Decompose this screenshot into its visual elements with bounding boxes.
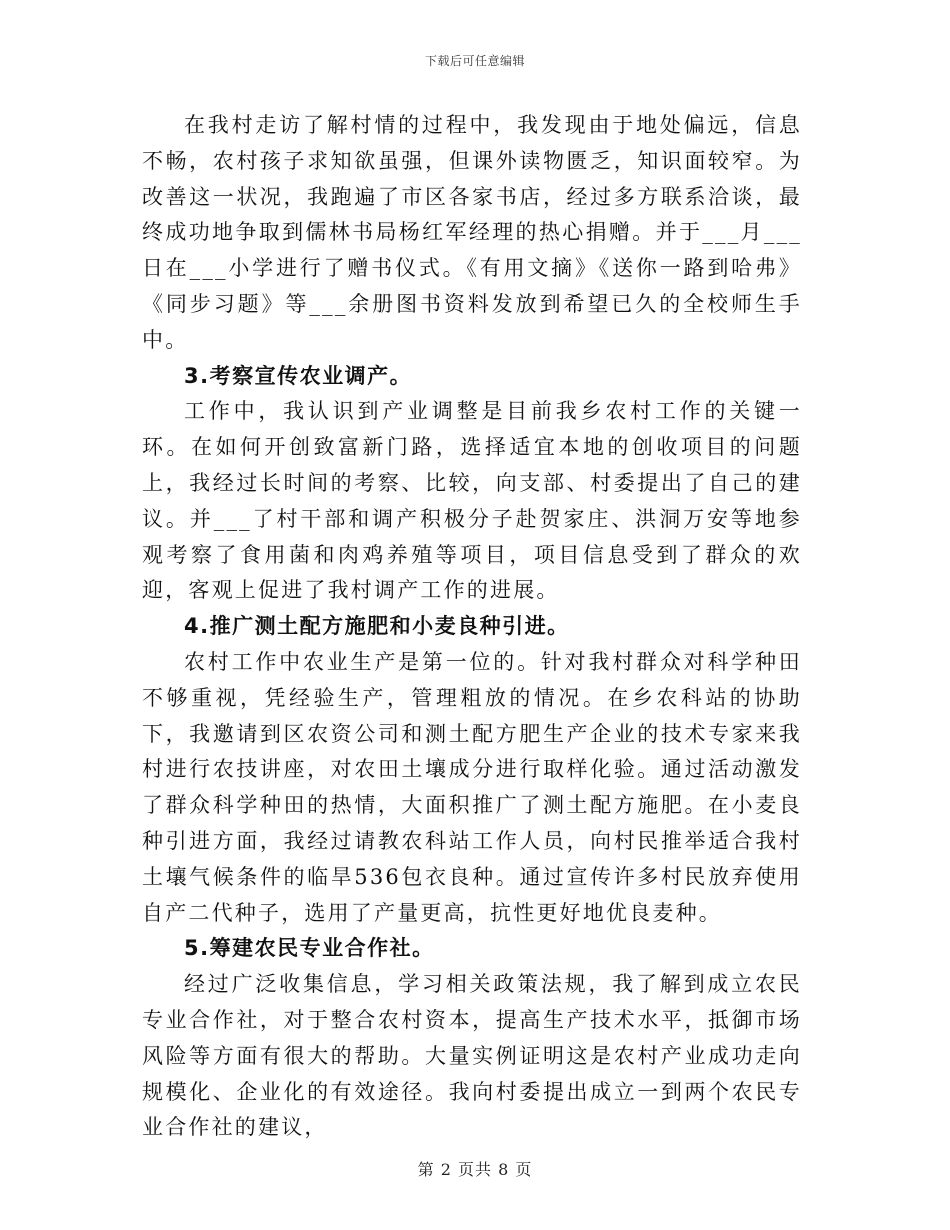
page-header-note: 下载后可任意编辑 <box>424 54 525 68</box>
heading-fertilizer-and-wheat: 4.推广测土配方施肥和小麦良种引进。 <box>184 614 570 639</box>
paragraph-agricultural-adjustment: 工作中，我认识到产业调整是目前我乡农村工作的关键一环。在如何开创致富新门路，选择适宜本地的创收项目的问题上，我经过长时间的考察、比较，向支部、村委提出了自己的建议。并___了村干部和调产积极分子赴贺家庄、洪洞万安等地参观考察了食用菌和肉鸡养殖等项目，项目信息受到了群众的欢迎，客观上促进了我村调产工作的进展。 <box>142 399 802 603</box>
paragraph-book-donation: 在我村走访了解村情的过程中，我发现由于地处偏远，信息不畅，农村孩子求知欲虽强，但课外读物匮乏，知识面较窄。为改善这一状况，我跑遍了市区各家书店，经过多方联系洽谈，最终成功地争取到儒林书局杨红军经理的热心捐赠。并于___月___日在___小学进行了赠书仪式。《有用文摘》《送你一路到哈弗》《同步习题》等___余册图书资料发放到希望已久的全校师生手中。 <box>142 113 802 352</box>
heading-cooperative: 5.筹建农民专业合作社。 <box>184 936 435 961</box>
page-number: 第 2 页共 8 页 <box>417 1160 533 1179</box>
document-body <box>142 108 802 1146</box>
heading-agricultural-adjustment: 3.考察宣传农业调产。 <box>184 363 413 388</box>
paragraph-fertilizer-and-wheat: 农村工作中农业生产是第一位的。针对我村群众对科学种田不够重视，凭经验生产，管理粗放的情况。在乡农科站的协助下，我邀请到区农资公司和测土配方肥生产企业的技术专家来我村进行农技讲座，对农田土壤成分进行取样化验。通过活动激发了群众科学种田的热情，大面积推广了测土配方施肥。在小麦良种引进方面，我经过请教农科站工作人员，向村民推举适合我村土壤气候条件的临旱536包衣良种。通过宣传许多村民放弃使用自产二代种子，选用了产量更高，抗性更好地优良麦种。 <box>142 649 802 925</box>
paragraph-cooperative: 经过广泛收集信息，学习相关政策法规，我了解到成立农民专业合作社，对于整合农村资本，提高生产技术水平，抵御市场风险等方面有很大的帮助。大量实例证明这是农村产业成功走向规模化、企业化的有效途径。我向村委提出成立一到两个农民专业合作社的建议， <box>142 972 802 1140</box>
